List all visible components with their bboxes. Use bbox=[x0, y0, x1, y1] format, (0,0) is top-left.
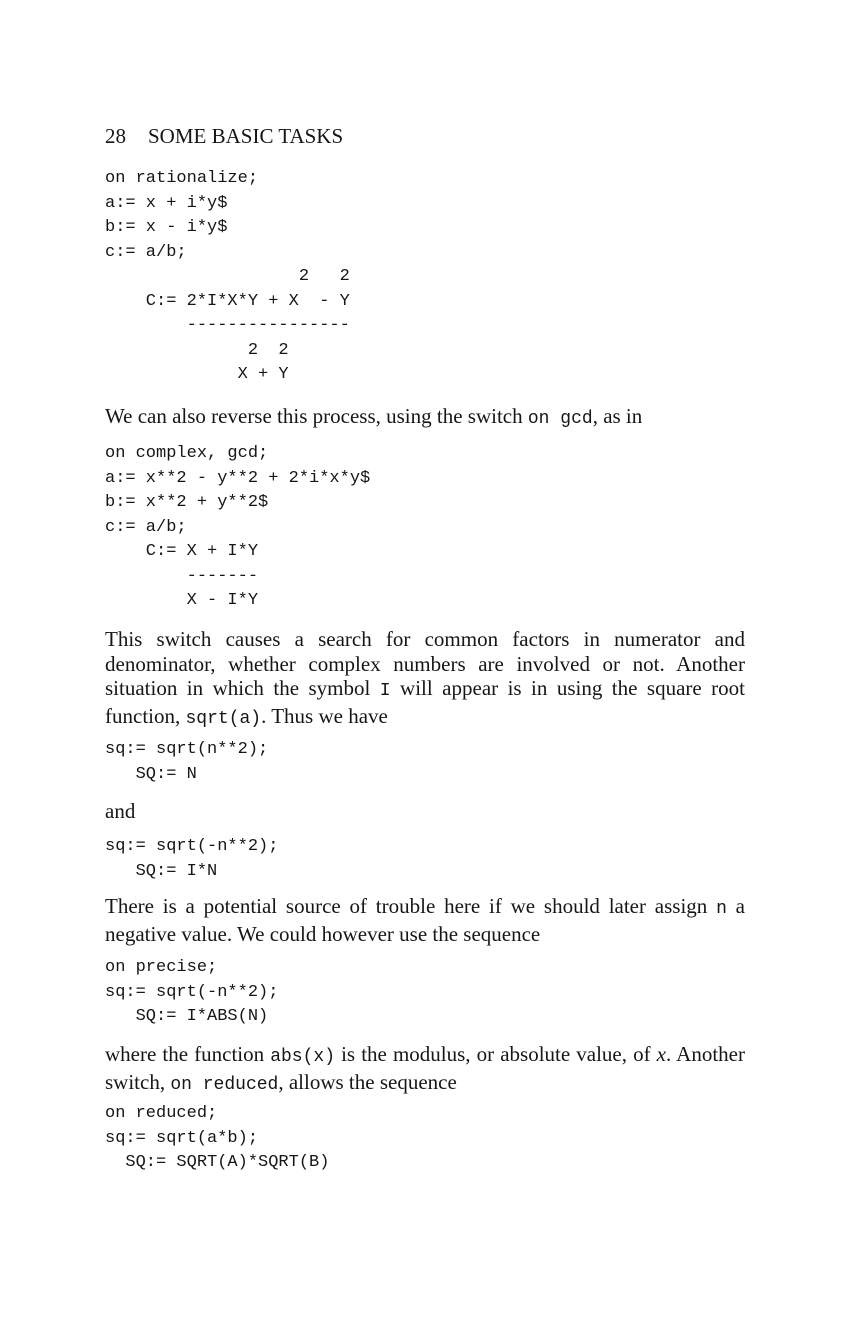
running-title: SOME BASIC TASKS bbox=[148, 124, 344, 148]
paragraph-trouble: There is a potential source of trouble here if we should later assign n a negative value. We could however use the sequence bbox=[105, 894, 746, 946]
paragraph-gcd: We can also reverse this process, using the switch on gcd, as in bbox=[105, 404, 643, 429]
code-block-rationalize: on rationalize; a:= x + i*y$ b:= x - i*y$ c:= a/b; 2 2 C:= 2*I*X*Y + X - Y ---------------- 2 2 X + Y bbox=[105, 169, 350, 384]
code-block-sqrt-neg-n: sq:= sqrt(-n**2); SQ:= I*N bbox=[105, 837, 279, 881]
code-block-complex-gcd: on complex, gcd; a:= x**2 - y**2 + 2*i*x*y$ b:= x**2 + y**2$ c:= a/b; C:= X + I*Y ------- X - I*Y bbox=[105, 444, 371, 610]
code-block-reduced: on reduced; sq:= sqrt(a*b); SQ:= SQRT(A)*SQRT(B) bbox=[105, 1104, 330, 1172]
paragraph-abs: where the function abs(x) is the modulus, or absolute value, of x. Another switch, on reduced, allows the sequence bbox=[105, 1042, 745, 1095]
paragraph-and: and bbox=[105, 799, 136, 823]
code-block-precise: on precise; sq:= sqrt(-n**2); SQ:= I*ABS(N) bbox=[105, 958, 279, 1026]
page-number: 28 bbox=[105, 124, 126, 148]
running-header bbox=[105, 124, 745, 149]
code-block-sqrt-n: sq:= sqrt(n**2); SQ:= N bbox=[105, 740, 269, 784]
paragraph-common-factors: This switch causes a search for common factors in numerator and denominator, whether complex numbers are involved or not. Another situation in which the symbol I will appear is in using the square root function, sqrt(a). Thus we have bbox=[105, 627, 746, 729]
